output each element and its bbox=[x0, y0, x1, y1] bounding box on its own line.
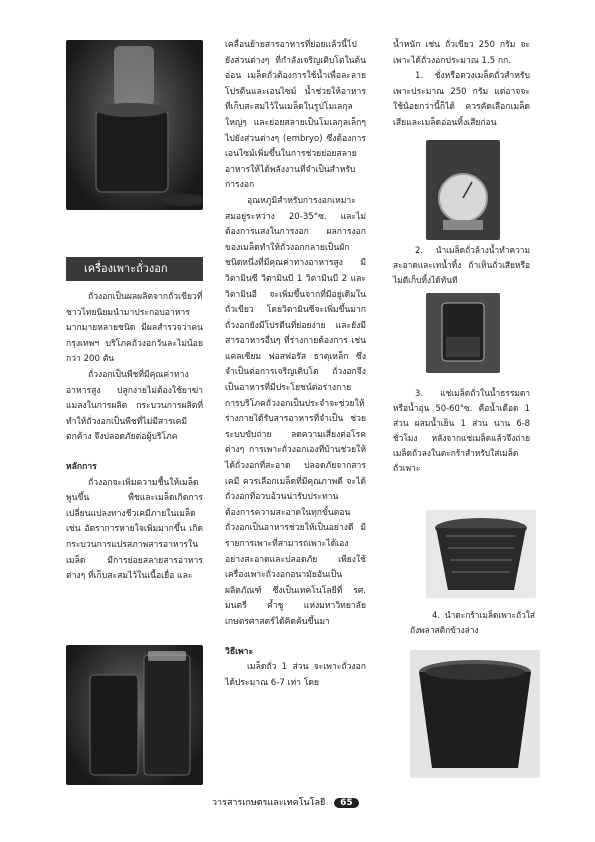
scale-photo bbox=[426, 140, 500, 240]
step-3-text bbox=[393, 386, 530, 476]
page-number: 65 bbox=[334, 798, 359, 808]
weighing-scale-illustration bbox=[426, 140, 500, 240]
step-4-text bbox=[410, 608, 535, 638]
step-3-paragraph: 3. แช่เมล็ดถั่วในน้ำธรรมดาหรือน้ำอุ่น 50-60°ซ. คือน้ำเดือด 1 ส่วน ผสมน้ำเย็น 1 ส่วน นาน 6-8 ชั่วโมง หลังจากแช่เมล็ดแล้วจึงถ่ายเมล็ดถั่วลงในตะกร้าสำหรับใส่เมล็ดถั่วเพาะ bbox=[393, 388, 530, 473]
page-footer bbox=[212, 795, 372, 813]
basket-photo bbox=[426, 510, 536, 598]
method-paragraph-1: เมล็ดถั่ว 1 ส่วน จะเพาะถั่วงอก ได้ประมาณ 6-7 เท่า โดย bbox=[225, 662, 366, 688]
bean-sprout-maker-photo-top bbox=[66, 40, 203, 210]
intro-paragraph-1: ถั่วงอกเป็นผลผลิตจากถั่วเขียวที่ชาวไทยนิยมนำมาประกอบอาหารมากมายหลายชนิด มีผลสำรวจว่าคนกรุงเทพฯ บริโภคถั่วงอกวันละไม่น้อยกว่า 200 ตัน bbox=[66, 292, 203, 365]
intro-paragraph-2: ถั่วงอกเป็นพืชที่มีคุณค่าทางอาหารสูง ปลูกง่ายไม่ต้องใช้ยาฆ่าแมลงในการผลิต กระบวนการผลิตที่ทำให้ถั่วงอกเป็นพืชที่ไม่มีสารเคมีตกค้าง จึงปลอดภัยต่อผู้บริโภค bbox=[66, 369, 203, 443]
section-title: เครื่องเพาะถั่วงอก bbox=[66, 257, 203, 281]
middle-column-text bbox=[225, 38, 366, 691]
middle-paragraph-1: เคลื่อนย้ายสารอาหารที่ย่อยแล้วนี้ไปยังส่วนต่างๆ ที่กำลังเจริญเติบโตในต้นอ่อน เมล็ดถั่วต้องการใช้น้ำเพื่อละลายโปรตีนและเอนไซม์ น้ำช่วยให้อาหารที่เก็บสะสมไว้ในเมล็ดในรูปโมเลกุลใหญ่ๆ และย่อยสลายเป็นโมเลกุลเล็กๆ ไปยังส่วนต่างๆ (embryo) ซึ่งต้องการเอนไซม์เพิ่มขึ้นในการช่วยย่อยสลายอาหารให้ได้พลังงานที่จำเป็นสำหรับการงอก bbox=[225, 40, 366, 191]
right-intro-paragraph: น้ำหนัก เช่น ถั่วเขียว 250 กรัม จะเพาะได้ถั่วงอกประมาณ 1.5 กก. bbox=[393, 40, 530, 66]
method-heading: วิธีเพาะ bbox=[225, 646, 254, 657]
bean-sprout-maker-photo-bottom bbox=[66, 645, 203, 785]
step-2-paragraph: 2. นำเมล็ดถั่วล้างน้ำทำความสะอาดและเทน้ำทิ้ง ถ้าเห็นถั่วเสียหรือไม่ดีเก็บทิ้งได้ทันที bbox=[393, 245, 530, 285]
magazine-name: วารสารเกษตรและเทคโนโลยี bbox=[212, 798, 326, 808]
rinse-photo bbox=[426, 293, 500, 373]
plastic-basket-illustration bbox=[426, 510, 536, 598]
middle-paragraph-2: อุณหภูมิสำหรับการงอกเหมาะสมอยู่ระหว่าง 20-35°ซ. และไม่ต้องการแสงในการงอก ผลการงอกของเมล็ดทำให้ถั่วงอกกลายเป็นผักชนิดหนึ่งที่มีคุณค่าทางอาหารสูง มีวิตามินซี วิตามินบี 1 วิตามินบี 2 และวิตามินอี จะเพิ่มขึ้นจากที่มีอยู่เดิมในถั่วเขียว โดยวิตามินซีจะเพิ่มขึ้นมาก ถั่วงอกยังมีโปรตีนที่ย่อยง่าย และยังมีสารอาหารอื่นๆ ที่ร่างกายต้องการ เช่น แคลเซียม ฟอสฟอรัส ธาตุเหล็ก ซึ่งจำเป็นต่อการเจริญเติบโต ถั่วงอกจึงเป็นอาหารที่มีประโยชน์ต่อร่างกาย การบริโภคถั่วงอกเป็นประจำจะช่วยให้ร่างกายได้รับสารอาหารที่จำเป็น ช่วยระบบขับถ่าย ลดความเสี่ยงต่อโรคต่างๆ การเพาะถั่วงอกเองที่บ้านช่วยให้ได้ถั่วงอกที่สะอาด ปลอดภัยจากสารเคมี ควรเลือกเมล็ดที่มีคุณภาพดี จะได้ถั่วงอกที่อวบอ้วนน่ารับประทาน ต้องการความสะอาดในทุกขั้นตอน ถั่วงอกเป็นอาหารช่วยให้เป็นอย่างดี มีรายการเพาะที่สามารถเพาะได้เองอย่างสะอาดและปลอดภัย เพียงใช้เครื่องเพาะถั่วงอกอนามัยอันเป็นผลิตภัณฑ์ ซึ่งเป็นเทคโนโลยีที่ รศ. มนตรี ค้ำชู แห่งมหาวิทยาลัยเกษตรศาสตร์ได้คิดค้นขึ้นมา bbox=[225, 195, 366, 627]
left-column-text bbox=[66, 290, 203, 585]
principle-paragraph: ถั่วงอกจะเพิ่มความชื้นให้เมล็ดพูนขึ้น พืชและเมล็ดเกิดการเปลี่ยนแปลงทางชีวเคมีภายในเมล็ด เช่น อัตราการหายใจเพิ่มมากขึ้น เกิดกระบวนการแปรสภาพสารอาหารในเมล็ด มีการย่อยสลายสารอาหารต่างๆ ที่เก็บสะสมไว้ในเนื้อเยื่อ และ bbox=[66, 477, 203, 582]
washing-container-illustration bbox=[426, 293, 500, 373]
sprout-tubs-illustration bbox=[66, 645, 203, 785]
principle-heading: หลักการ bbox=[66, 461, 97, 472]
step-1-paragraph: 1. ชั่งหรือตวงเมล็ดถั่วสำหรับเพาะประมาณ 250 กรัม แต่อาจจะใช้น้อยกว่านี้ก็ได้ ควรคัดเลือกเมล็ดเสียและเมล็ดอ่อนทิ้งเสียก่อน bbox=[393, 71, 530, 128]
bucket-photo bbox=[410, 650, 540, 778]
step-4-paragraph: 4. นำตะกร้าเมล็ดเพาะถั่วใส่ถังพลาสติกข้างล่าง bbox=[410, 610, 535, 635]
plastic-bucket-illustration bbox=[410, 650, 540, 778]
sprout-container-illustration bbox=[66, 40, 203, 210]
right-column-intro bbox=[393, 38, 530, 132]
step-2-text bbox=[393, 243, 530, 288]
